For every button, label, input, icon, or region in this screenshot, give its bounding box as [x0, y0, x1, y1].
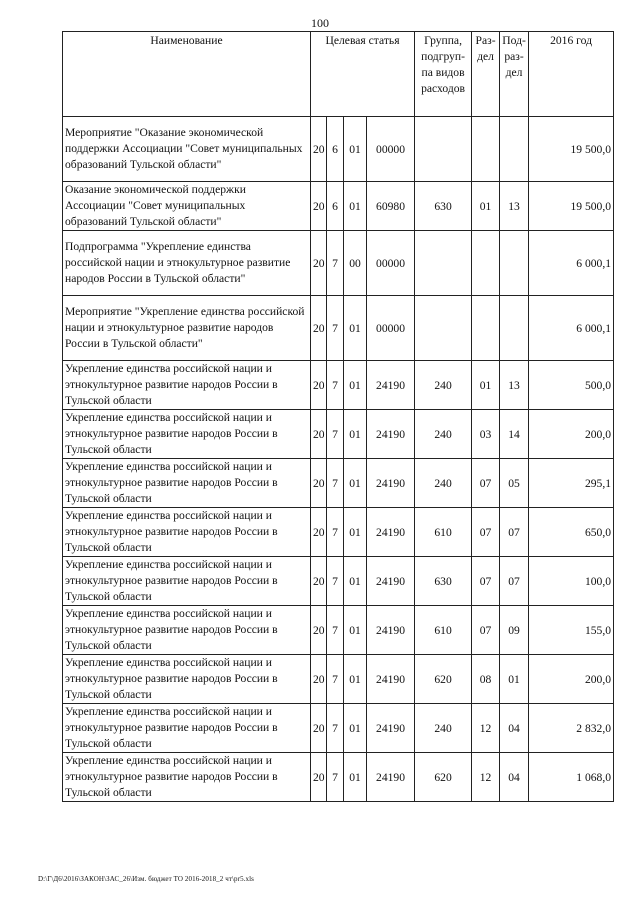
row-name-cell: Укрепление единства российской нации и этнокультурное развитие народов России в Тульской области — [63, 557, 311, 606]
section-cell: 07 — [472, 606, 500, 655]
budget-table — [62, 31, 614, 802]
table-row — [63, 361, 614, 410]
section-cell — [472, 231, 500, 296]
section-cell: 12 — [472, 704, 500, 753]
target-code-program-cell: 20 — [311, 459, 327, 508]
section-cell — [472, 296, 500, 361]
row-name-cell: Укрепление единства российской нации и этнокультурное развитие народов России в Тульской области — [63, 361, 311, 410]
row-name-cell: Укрепление единства российской нации и этнокультурное развитие народов России в Тульской области — [63, 459, 311, 508]
target-code-event-cell: 01 — [344, 459, 367, 508]
target-code-direction-cell: 24190 — [367, 606, 415, 655]
target-code-program-cell: 20 — [311, 117, 327, 182]
target-code-direction-cell: 24190 — [367, 459, 415, 508]
target-code-direction-cell: 00000 — [367, 296, 415, 361]
subsection-cell — [500, 231, 529, 296]
target-code-subprogram-cell: 7 — [327, 296, 344, 361]
subsection-cell — [500, 296, 529, 361]
table-row — [63, 231, 614, 296]
section-cell: 08 — [472, 655, 500, 704]
section-cell: 01 — [472, 182, 500, 231]
target-code-program-cell: 20 — [311, 182, 327, 231]
section-cell: 03 — [472, 410, 500, 459]
target-code-direction-cell: 60980 — [367, 182, 415, 231]
target-code-program-cell: 20 — [311, 753, 327, 802]
target-code-program-cell: 20 — [311, 655, 327, 704]
row-name-cell: Оказание экономической поддержки Ассоциации "Совет муниципальных образований Тульской области" — [63, 182, 311, 231]
subsection-cell: 01 — [500, 655, 529, 704]
target-code-event-cell: 01 — [344, 508, 367, 557]
target-code-subprogram-cell: 7 — [327, 557, 344, 606]
expense-group-cell: 620 — [415, 753, 472, 802]
section-cell: 12 — [472, 753, 500, 802]
target-code-event-cell: 01 — [344, 182, 367, 231]
footer-file-path: D:\Г\Д6\2016\ЗАКОН\ЗАС_26\Изм. бюджет ТО 2016-2018_2 чт\pr5.xls — [38, 875, 254, 883]
row-name-cell: Укрепление единства российской нации и этнокультурное развитие народов России в Тульской области — [63, 410, 311, 459]
table-row — [63, 704, 614, 753]
subsection-cell: 07 — [500, 508, 529, 557]
target-code-subprogram-cell: 7 — [327, 606, 344, 655]
subsection-cell: 07 — [500, 557, 529, 606]
table-row — [63, 459, 614, 508]
target-code-subprogram-cell: 7 — [327, 655, 344, 704]
target-code-subprogram-cell: 7 — [327, 753, 344, 802]
target-code-event-cell: 01 — [344, 296, 367, 361]
target-code-direction-cell: 24190 — [367, 508, 415, 557]
header-year: 2016 год — [529, 32, 614, 117]
subsection-cell: 13 — [500, 182, 529, 231]
amount-cell: 650,0 — [529, 508, 614, 557]
target-code-direction-cell: 24190 — [367, 557, 415, 606]
target-code-direction-cell: 24190 — [367, 410, 415, 459]
target-code-program-cell: 20 — [311, 704, 327, 753]
subsection-cell: 14 — [500, 410, 529, 459]
target-code-direction-cell: 24190 — [367, 753, 415, 802]
page-number: 100 — [311, 16, 329, 30]
section-cell: 07 — [472, 459, 500, 508]
expense-group-cell: 620 — [415, 655, 472, 704]
expense-group-cell: 610 — [415, 606, 472, 655]
target-code-direction-cell: 00000 — [367, 231, 415, 296]
section-cell: 01 — [472, 361, 500, 410]
table-row — [63, 296, 614, 361]
target-code-event-cell: 01 — [344, 606, 367, 655]
header-section: Раз-дел — [472, 32, 500, 117]
amount-cell: 295,1 — [529, 459, 614, 508]
target-code-subprogram-cell: 7 — [327, 704, 344, 753]
target-code-event-cell: 01 — [344, 753, 367, 802]
amount-cell: 100,0 — [529, 557, 614, 606]
expense-group-cell: 610 — [415, 508, 472, 557]
subsection-cell: 04 — [500, 753, 529, 802]
subsection-cell — [500, 117, 529, 182]
amount-cell: 1 068,0 — [529, 753, 614, 802]
target-code-direction-cell: 24190 — [367, 361, 415, 410]
section-cell: 07 — [472, 557, 500, 606]
expense-group-cell: 240 — [415, 704, 472, 753]
section-cell: 07 — [472, 508, 500, 557]
target-code-event-cell: 01 — [344, 410, 367, 459]
target-code-program-cell: 20 — [311, 361, 327, 410]
target-code-event-cell: 01 — [344, 655, 367, 704]
header-subsection: Под-раз-дел — [500, 32, 529, 117]
subsection-cell: 04 — [500, 704, 529, 753]
target-code-direction-cell: 24190 — [367, 655, 415, 704]
target-code-event-cell: 01 — [344, 361, 367, 410]
amount-cell: 200,0 — [529, 655, 614, 704]
target-code-event-cell: 01 — [344, 117, 367, 182]
expense-group-cell — [415, 296, 472, 361]
target-code-subprogram-cell: 7 — [327, 231, 344, 296]
expense-group-cell: 630 — [415, 182, 472, 231]
expense-group-cell — [415, 117, 472, 182]
table-row — [63, 410, 614, 459]
target-code-subprogram-cell: 6 — [327, 117, 344, 182]
expense-group-cell: 240 — [415, 459, 472, 508]
amount-cell: 155,0 — [529, 606, 614, 655]
header-group: Группа, подгруп-па видов расходов — [415, 32, 472, 117]
amount-cell: 6 000,1 — [529, 231, 614, 296]
table-row — [63, 117, 614, 182]
target-code-event-cell: 00 — [344, 231, 367, 296]
target-code-direction-cell: 00000 — [367, 117, 415, 182]
amount-cell: 200,0 — [529, 410, 614, 459]
table-row — [63, 508, 614, 557]
row-name-cell: Подпрограмма "Укрепление единства российской нации и этнокультурное развитие народов России в Тульской области" — [63, 231, 311, 296]
target-code-subprogram-cell: 7 — [327, 508, 344, 557]
table-row — [63, 655, 614, 704]
subsection-cell: 09 — [500, 606, 529, 655]
expense-group-cell: 240 — [415, 410, 472, 459]
target-code-subprogram-cell: 7 — [327, 410, 344, 459]
target-code-program-cell: 20 — [311, 606, 327, 655]
row-name-cell: Укрепление единства российской нации и этнокультурное развитие народов России в Тульской области — [63, 508, 311, 557]
target-code-event-cell: 01 — [344, 557, 367, 606]
target-code-program-cell: 20 — [311, 410, 327, 459]
row-name-cell: Мероприятие "Укрепление единства российской нации и этнокультурное развитие народов России в Тульской области" — [63, 296, 311, 361]
expense-group-cell: 630 — [415, 557, 472, 606]
header-target: Целевая статья — [311, 32, 415, 117]
target-code-subprogram-cell: 7 — [327, 459, 344, 508]
table-row — [63, 753, 614, 802]
table-row — [63, 557, 614, 606]
amount-cell: 6 000,1 — [529, 296, 614, 361]
table-header-row — [63, 32, 614, 117]
subsection-cell: 05 — [500, 459, 529, 508]
table-body — [63, 117, 614, 802]
row-name-cell: Мероприятие "Оказание экономической поддержки Ассоциации "Совет муниципальных образований Тульской области" — [63, 117, 311, 182]
target-code-program-cell: 20 — [311, 296, 327, 361]
amount-cell: 19 500,0 — [529, 117, 614, 182]
expense-group-cell — [415, 231, 472, 296]
target-code-program-cell: 20 — [311, 557, 327, 606]
target-code-subprogram-cell: 6 — [327, 182, 344, 231]
row-name-cell: Укрепление единства российской нации и этнокультурное развитие народов России в Тульской области — [63, 753, 311, 802]
section-cell — [472, 117, 500, 182]
target-code-direction-cell: 24190 — [367, 704, 415, 753]
target-code-program-cell: 20 — [311, 508, 327, 557]
amount-cell: 2 832,0 — [529, 704, 614, 753]
amount-cell: 19 500,0 — [529, 182, 614, 231]
table-row — [63, 182, 614, 231]
table-row — [63, 606, 614, 655]
target-code-program-cell: 20 — [311, 231, 327, 296]
amount-cell: 500,0 — [529, 361, 614, 410]
expense-group-cell: 240 — [415, 361, 472, 410]
row-name-cell: Укрепление единства российской нации и этнокультурное развитие народов России в Тульской области — [63, 606, 311, 655]
row-name-cell: Укрепление единства российской нации и этнокультурное развитие народов России в Тульской области — [63, 704, 311, 753]
row-name-cell: Укрепление единства российской нации и этнокультурное развитие народов России в Тульской области — [63, 655, 311, 704]
subsection-cell: 13 — [500, 361, 529, 410]
target-code-event-cell: 01 — [344, 704, 367, 753]
target-code-subprogram-cell: 7 — [327, 361, 344, 410]
header-name: Наименование — [63, 32, 311, 117]
